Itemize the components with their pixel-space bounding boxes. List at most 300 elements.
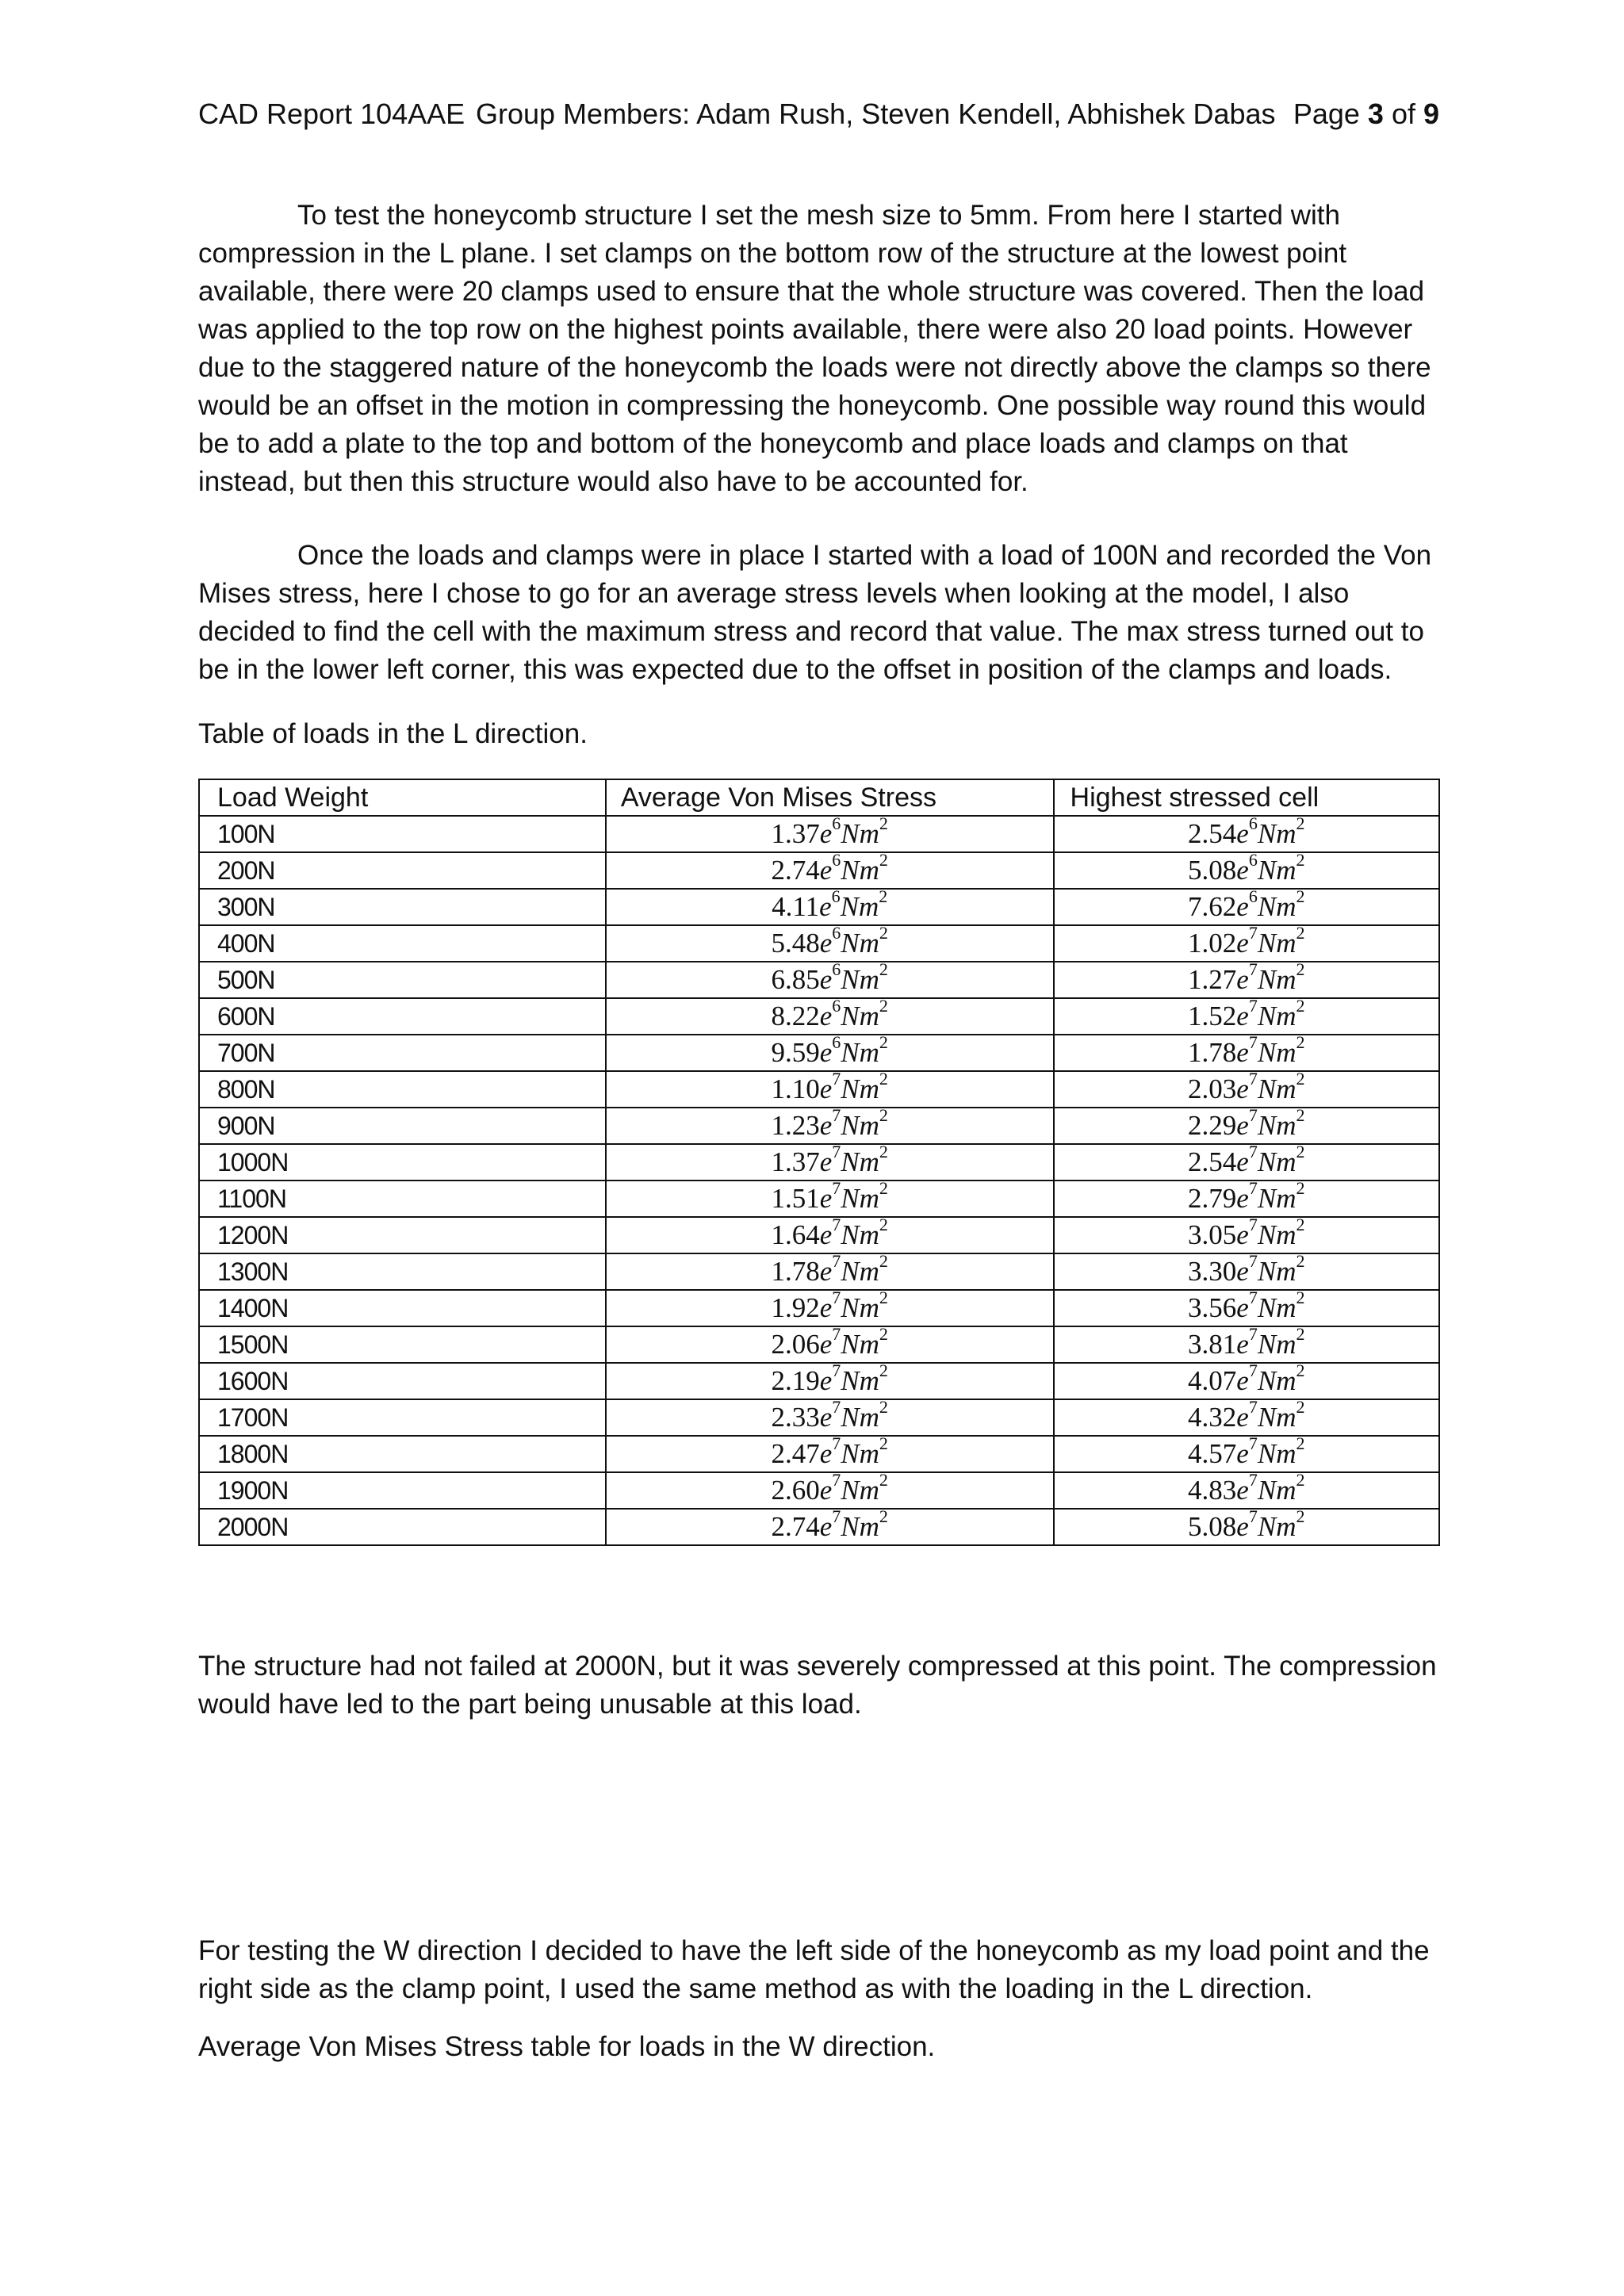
unit-exponent: 2: [1296, 886, 1305, 907]
stress-unit: Nm: [1257, 1511, 1297, 1542]
cell-load-weight: 1900N: [199, 1472, 606, 1509]
stress-exponent: 7: [1248, 1105, 1258, 1126]
stress-exponent: 6: [832, 850, 841, 871]
stress-e: e: [819, 1438, 833, 1469]
unit-exponent: 2: [1296, 1324, 1305, 1345]
stress-exponent: 6: [832, 996, 841, 1016]
cell-load-weight: 400N: [199, 925, 606, 962]
cell-highest-stress: [1054, 1144, 1439, 1181]
header-highest-stressed-cell: Highest stressed cell: [1054, 779, 1439, 816]
stress-mantissa: 3.56: [1188, 1292, 1237, 1323]
stress-unit: Nm: [841, 1329, 879, 1360]
cell-highest-stress: [1054, 1105, 1439, 1144]
unit-exponent: 2: [879, 886, 888, 907]
unit-exponent: 2: [879, 1032, 888, 1053]
cell-average-stress: [606, 1290, 1054, 1326]
stress-e: e: [819, 1146, 833, 1177]
stress-exponent: 7: [832, 1288, 841, 1308]
stress-mantissa: 2.74: [771, 855, 820, 886]
stress-mantissa: 3.05: [1188, 1219, 1237, 1250]
table-header-row: [199, 779, 1439, 816]
table-row: [199, 852, 1439, 889]
stress-e: e: [819, 1256, 833, 1287]
stress-e: e: [819, 964, 833, 995]
unit-exponent: 2: [879, 1506, 888, 1527]
cell-average-stress: [606, 1253, 1054, 1290]
stress-exponent: 7: [832, 1360, 841, 1381]
stress-unit: Nm: [1257, 855, 1297, 886]
page-number: [1293, 94, 1439, 135]
cell-highest-stress: [1054, 1326, 1439, 1363]
stress-exponent: 7: [1248, 959, 1258, 980]
cell-load-weight: 2000N: [199, 1509, 606, 1545]
stress-mantissa: 1.02: [1188, 928, 1237, 959]
stress-unit: Nm: [1257, 1438, 1297, 1469]
cell-highest-stress: [1054, 886, 1439, 925]
table-row: [199, 1290, 1439, 1326]
stress-exponent: 7: [832, 1324, 841, 1345]
page-current: 3: [1367, 98, 1384, 130]
stress-unit: Nm: [841, 1256, 879, 1287]
cell-highest-stress: [1054, 1032, 1439, 1071]
stress-mantissa: 1.27: [1188, 964, 1237, 995]
stress-mantissa: 1.23: [771, 1110, 820, 1141]
stress-e: e: [1236, 1183, 1249, 1214]
cell-highest-stress: [1054, 998, 1439, 1035]
stress-unit: Nm: [1257, 1110, 1297, 1141]
stress-mantissa: 2.29: [1188, 1110, 1237, 1141]
group-members: Group Members: Adam Rush, Steven Kendell, Abhishek Dabas: [476, 98, 1276, 130]
cell-load-weight: 900N: [199, 1108, 606, 1144]
stress-exponent: 7: [1248, 1215, 1258, 1235]
unit-exponent: 2: [1296, 1360, 1305, 1381]
paragraph-w-direction: For testing the W direction I decided to have the left side of the honeycomb as my load point and the right side as the clamp point, I used the same method as with the loading in the L direction.: [198, 1935, 1430, 2004]
unit-exponent: 2: [1296, 1288, 1305, 1308]
cell-highest-stress: [1054, 1178, 1439, 1217]
stress-e: e: [1236, 1110, 1249, 1141]
stress-exponent: 7: [1248, 1288, 1258, 1308]
stress-mantissa: 3.30: [1188, 1256, 1237, 1287]
page-total: 9: [1423, 98, 1439, 130]
stress-unit: Nm: [1257, 1001, 1297, 1031]
stress-exponent: 7: [1248, 1433, 1258, 1454]
cell-highest-stress: [1054, 813, 1439, 852]
unit-exponent: 2: [1296, 1178, 1305, 1199]
unit-exponent: 2: [1296, 1105, 1305, 1126]
cell-load-weight: 100N: [199, 816, 606, 852]
unit-exponent: 2: [879, 850, 888, 871]
stress-mantissa: 6.85: [771, 964, 820, 995]
stress-mantissa: 2.03: [1188, 1073, 1237, 1104]
unit-exponent: 2: [1296, 1069, 1305, 1089]
cell-load-weight: 800N: [199, 1071, 606, 1108]
cell-average-stress: [606, 1105, 1054, 1144]
stress-exponent: 7: [832, 1142, 841, 1162]
stress-exponent: 7: [832, 1397, 841, 1418]
stress-exponent: 7: [1248, 1470, 1258, 1490]
cell-average-stress: [606, 998, 1054, 1035]
cell-average-stress: [606, 1144, 1054, 1181]
stress-mantissa: 1.78: [771, 1256, 820, 1287]
stress-e: e: [1236, 1402, 1249, 1433]
cell-load-weight: 1600N: [199, 1363, 606, 1399]
table-row: [199, 1509, 1439, 1545]
stress-unit: Nm: [1257, 1402, 1297, 1433]
table-caption-l-direction: Table of loads in the L direction.: [198, 718, 588, 749]
cell-average-stress: [606, 1032, 1054, 1071]
stress-exponent: 7: [1248, 1324, 1258, 1345]
stress-mantissa: 2.60: [771, 1475, 820, 1506]
stress-exponent: 7: [832, 1470, 841, 1490]
stress-exponent: 6: [832, 813, 841, 834]
stress-unit: Nm: [1257, 1146, 1297, 1177]
cell-load-weight: 1200N: [199, 1217, 606, 1253]
table-row: [199, 925, 1439, 962]
cell-load-weight: 200N: [199, 852, 606, 889]
stress-e: e: [819, 1183, 833, 1214]
stress-mantissa: 8.22: [771, 1001, 820, 1031]
unit-exponent: 2: [879, 1142, 888, 1162]
stress-exponent: 6: [1248, 850, 1258, 871]
cell-average-stress: [606, 1433, 1054, 1472]
cell-average-stress: [606, 886, 1054, 925]
unit-exponent: 2: [1296, 959, 1305, 980]
stress-exponent: 7: [832, 1251, 841, 1272]
unit-exponent: 2: [1296, 1142, 1305, 1162]
stress-mantissa: 2.79: [1188, 1183, 1237, 1214]
paragraph-failure-note: The structure had not failed at 2000N, but it was severely compressed at this point. The compression would have led to the part being unusable at this load.: [198, 1651, 1437, 1720]
cell-average-stress: [606, 1399, 1054, 1436]
table-row: [199, 816, 1439, 852]
table-row: [199, 1181, 1439, 1217]
unit-exponent: 2: [1296, 813, 1305, 834]
stress-exponent: 7: [832, 1506, 841, 1527]
stress-e: e: [819, 1037, 833, 1068]
stress-e: e: [819, 1329, 833, 1360]
unit-exponent: 2: [879, 1360, 888, 1381]
cell-average-stress: [606, 959, 1054, 998]
stress-unit: Nm: [1257, 1219, 1297, 1250]
stress-mantissa: 2.47: [771, 1438, 820, 1469]
stress-exponent: 7: [1248, 1506, 1258, 1527]
cell-load-weight: 1100N: [199, 1181, 606, 1217]
unit-exponent: 2: [1296, 850, 1305, 871]
cell-highest-stress: [1054, 1217, 1439, 1253]
stress-e: e: [819, 1365, 833, 1396]
stress-unit: Nm: [1257, 1292, 1297, 1323]
stress-mantissa: 2.74: [771, 1511, 820, 1542]
stress-mantissa: 1.78: [1188, 1037, 1237, 1068]
cell-average-stress: [606, 852, 1054, 889]
cell-highest-stress: [1054, 959, 1439, 998]
cell-load-weight: 1700N: [199, 1399, 606, 1436]
stress-mantissa: 4.07: [1188, 1365, 1237, 1396]
unit-exponent: 2: [1296, 1433, 1305, 1454]
cell-average-stress: [606, 1326, 1054, 1363]
table-row: [199, 1217, 1439, 1253]
stress-mantissa: 2.19: [771, 1365, 820, 1396]
cell-highest-stress: [1054, 1433, 1439, 1472]
stress-unit: Nm: [841, 1438, 879, 1469]
table-row: [199, 962, 1439, 998]
paragraph-von-mises: Once the loads and clamps were in place I started with a load of 100N and recorded the Von Mises stress, here I chose to go for an average stress levels when looking at the model, I also decided to find the cell with the maximum stress and record that value. The max stress turned out to be in the lower left corner, this was expected due to the offset in position of the clamps and loads.: [198, 540, 1432, 685]
stress-exponent: 7: [832, 1433, 841, 1454]
unit-exponent: 2: [879, 1251, 888, 1272]
stress-unit: Nm: [1257, 928, 1297, 959]
stress-e: e: [1236, 1475, 1249, 1506]
stress-e: e: [819, 855, 833, 886]
cell-load-weight: 600N: [199, 998, 606, 1035]
unit-exponent: 2: [879, 1324, 888, 1345]
cell-average-stress: [606, 813, 1054, 852]
stress-unit: Nm: [841, 1219, 879, 1250]
stress-mantissa: 1.37: [771, 1146, 820, 1177]
stress-unit: Nm: [841, 818, 879, 849]
table-row: [199, 998, 1439, 1035]
stress-mantissa: 7.62: [1188, 891, 1237, 922]
stress-mantissa: 5.48: [771, 928, 820, 959]
table-row: [199, 1399, 1439, 1436]
unit-exponent: 2: [879, 1470, 888, 1490]
unit-exponent: 2: [879, 923, 888, 943]
stress-unit: Nm: [841, 1073, 879, 1104]
stress-unit: Nm: [1257, 1256, 1297, 1287]
stress-e: e: [1236, 818, 1249, 849]
stress-exponent: 6: [832, 959, 841, 980]
stress-e: e: [819, 928, 833, 959]
stress-e: e: [1236, 1219, 1249, 1250]
cell-highest-stress: [1054, 852, 1439, 889]
cell-average-stress: [606, 925, 1054, 962]
stress-exponent: 6: [1248, 886, 1258, 907]
cell-load-weight: 1800N: [199, 1436, 606, 1472]
stress-mantissa: 5.08: [1188, 1511, 1237, 1542]
stress-mantissa: 4.57: [1188, 1438, 1237, 1469]
cell-highest-stress: [1054, 1253, 1439, 1290]
stress-unit: Nm: [841, 1146, 879, 1177]
table-row: [199, 1363, 1439, 1399]
table-caption-w-direction: Average Von Mises Stress table for loads in the W direction.: [198, 2031, 936, 2062]
stress-mantissa: 5.08: [1188, 855, 1237, 886]
table-row: [199, 1071, 1439, 1108]
stress-exponent: 6: [1248, 813, 1258, 834]
stress-e: e: [1236, 1073, 1249, 1104]
cell-average-stress: [606, 1472, 1054, 1509]
cell-load-weight: 700N: [199, 1035, 606, 1071]
stress-mantissa: 1.64: [771, 1219, 820, 1250]
stress-unit: Nm: [1257, 1365, 1297, 1396]
stress-exponent: 7: [832, 1105, 841, 1126]
stress-mantissa: 9.59: [771, 1037, 820, 1068]
cell-average-stress: [606, 1217, 1054, 1253]
stress-e: e: [819, 1073, 833, 1104]
stress-e: e: [819, 1001, 833, 1031]
unit-exponent: 2: [1296, 1251, 1305, 1272]
stress-unit: Nm: [1257, 1183, 1297, 1214]
stress-unit: Nm: [841, 1365, 879, 1396]
stress-exponent: 7: [832, 1178, 841, 1199]
stress-mantissa: 1.52: [1188, 1001, 1237, 1031]
cell-highest-stress: [1054, 1472, 1439, 1509]
stress-mantissa: 4.11: [772, 891, 820, 922]
cell-average-stress: [606, 1506, 1054, 1545]
stress-mantissa: 2.06: [771, 1329, 820, 1360]
stress-unit: Nm: [1257, 1037, 1297, 1068]
stress-unit: Nm: [841, 1511, 879, 1542]
stress-e: e: [1236, 891, 1249, 922]
stress-exponent: 7: [1248, 923, 1258, 943]
stress-e: e: [1236, 855, 1249, 886]
stress-mantissa: 3.81: [1188, 1329, 1237, 1360]
stress-unit: Nm: [841, 928, 879, 959]
stress-mantissa: 4.32: [1188, 1402, 1237, 1433]
stress-e: e: [1236, 1037, 1249, 1068]
stress-mantissa: 2.54: [1188, 1146, 1237, 1177]
cell-highest-stress: [1054, 1071, 1439, 1108]
stress-e: e: [819, 1511, 833, 1542]
unit-exponent: 2: [1296, 1032, 1305, 1053]
cell-average-stress: [606, 1071, 1054, 1108]
table-row: [199, 1472, 1439, 1509]
header-load-weight: Load Weight: [199, 779, 606, 816]
cell-load-weight: 1000N: [199, 1144, 606, 1181]
stress-e: e: [819, 1475, 833, 1506]
unit-exponent: 2: [1296, 1470, 1305, 1490]
unit-exponent: 2: [1296, 923, 1305, 943]
cell-highest-stress: [1054, 1399, 1439, 1436]
table-body: [199, 813, 1439, 1545]
unit-exponent: 2: [1296, 1397, 1305, 1418]
stress-mantissa: 1.37: [771, 818, 820, 849]
stress-e: e: [1236, 1365, 1249, 1396]
stress-e: e: [1236, 1511, 1249, 1542]
stress-unit: Nm: [1257, 964, 1297, 995]
table-row: [199, 889, 1439, 925]
unit-exponent: 2: [879, 996, 888, 1016]
page-prefix: Page: [1293, 98, 1368, 130]
unit-exponent: 2: [879, 1105, 888, 1126]
stress-exponent: 7: [832, 1215, 841, 1235]
table-row: [199, 1035, 1439, 1071]
stress-e: e: [1236, 928, 1249, 959]
cell-load-weight: 1300N: [199, 1253, 606, 1290]
stress-unit: Nm: [1257, 1475, 1297, 1506]
stress-unit: Nm: [1257, 891, 1297, 922]
stress-e: e: [1236, 964, 1249, 995]
unit-exponent: 2: [879, 1433, 888, 1454]
unit-exponent: 2: [879, 959, 888, 980]
stress-unit: Nm: [841, 1402, 879, 1433]
stress-mantissa: 2.33: [771, 1402, 820, 1433]
stress-exponent: 6: [832, 923, 841, 943]
cell-highest-stress: [1054, 1360, 1439, 1399]
stress-exponent: 7: [1248, 1142, 1258, 1162]
cell-load-weight: 1500N: [199, 1326, 606, 1363]
stress-unit: Nm: [1257, 1329, 1297, 1360]
cell-average-stress: [606, 1360, 1054, 1399]
stress-e: e: [819, 1110, 833, 1141]
stress-exponent: 7: [1248, 1178, 1258, 1199]
unit-exponent: 2: [879, 1178, 888, 1199]
stress-exponent: 7: [1248, 996, 1258, 1016]
cell-highest-stress: [1054, 1506, 1439, 1545]
loads-table-l-direction: [198, 779, 1440, 1546]
stress-unit: Nm: [841, 1110, 879, 1141]
report-title: CAD Report 104AAE: [198, 98, 465, 130]
unit-exponent: 2: [879, 1397, 888, 1418]
unit-exponent: 2: [879, 813, 888, 834]
stress-exponent: 7: [1248, 1360, 1258, 1381]
stress-e: e: [1236, 1329, 1249, 1360]
unit-exponent: 2: [879, 1069, 888, 1089]
stress-mantissa: 2.54: [1188, 818, 1237, 849]
table-row: [199, 1108, 1439, 1144]
stress-unit: Nm: [1257, 818, 1297, 849]
unit-exponent: 2: [879, 1288, 888, 1308]
stress-e: e: [1236, 1001, 1249, 1031]
table-row: [199, 1436, 1439, 1472]
stress-e: e: [1236, 1256, 1249, 1287]
stress-e: e: [819, 891, 832, 922]
stress-exponent: 6: [831, 886, 841, 907]
cell-load-weight: 500N: [199, 962, 606, 998]
table-row: [199, 1326, 1439, 1363]
stress-unit: Nm: [841, 1475, 879, 1506]
cell-highest-stress: [1054, 1290, 1439, 1326]
stress-mantissa: 4.83: [1188, 1475, 1237, 1506]
stress-mantissa: 1.10: [771, 1073, 820, 1104]
cell-highest-stress: [1054, 925, 1439, 962]
stress-exponent: 7: [832, 1069, 841, 1089]
header-average-stress: Average Von Mises Stress: [606, 779, 1054, 816]
stress-e: e: [819, 818, 833, 849]
stress-unit: Nm: [841, 1292, 879, 1323]
table-row: [199, 1144, 1439, 1181]
stress-e: e: [819, 1219, 833, 1250]
paragraph-mesh-setup: To test the honeycomb structure I set the mesh size to 5mm. From here I started with compression in the L plane. I set clamps on the bottom row of the structure at the lowest point available, there were 20 clamps used to ensure that the whole structure was covered. Then the load was applied to the top row on the highest points available, there were also 20 load points. However due to the staggered nature of the honeycomb the loads were not directly above the clamps so there would be an offset in the motion in compressing the honeycomb. One possible way round this would be to add a plate to the top and bottom of the honeycomb and place loads and clamps on that instead, but then this structure would also have to be accounted for.: [198, 200, 1431, 497]
unit-exponent: 2: [1296, 1215, 1305, 1235]
stress-unit: Nm: [841, 964, 879, 995]
stress-unit: Nm: [841, 1183, 879, 1214]
stress-unit: Nm: [840, 891, 879, 922]
stress-mantissa: 1.51: [771, 1183, 820, 1214]
stress-e: e: [819, 1292, 833, 1323]
stress-unit: Nm: [1257, 1073, 1297, 1104]
cell-average-stress: [606, 1178, 1054, 1217]
stress-exponent: 7: [1248, 1397, 1258, 1418]
stress-exponent: 7: [1248, 1069, 1258, 1089]
table-row: [199, 1253, 1439, 1290]
stress-unit: Nm: [841, 855, 879, 886]
stress-exponent: 7: [1248, 1032, 1258, 1053]
stress-exponent: 6: [832, 1032, 841, 1053]
stress-e: e: [1236, 1292, 1249, 1323]
unit-exponent: 2: [1296, 996, 1305, 1016]
unit-exponent: 2: [1296, 1506, 1305, 1527]
stress-e: e: [1236, 1438, 1249, 1469]
stress-e: e: [1236, 1146, 1249, 1177]
stress-mantissa: 1.92: [771, 1292, 820, 1323]
cell-load-weight: 1400N: [199, 1290, 606, 1326]
stress-e: e: [819, 1402, 833, 1433]
stress-exponent: 7: [1248, 1251, 1258, 1272]
cell-load-weight: 300N: [199, 889, 606, 925]
stress-unit: Nm: [841, 1037, 879, 1068]
page-of: of: [1383, 98, 1423, 130]
stress-unit: Nm: [841, 1001, 879, 1031]
page-header: [198, 94, 1439, 135]
unit-exponent: 2: [879, 1215, 888, 1235]
